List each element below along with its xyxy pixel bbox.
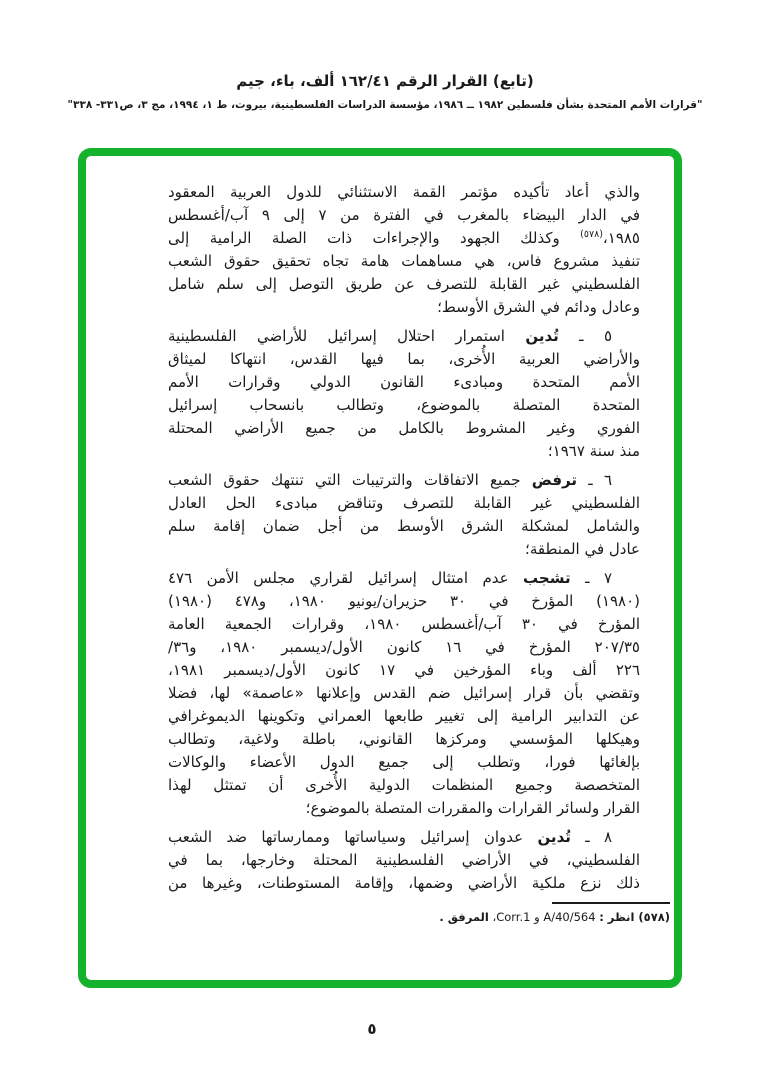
- body-line: [168, 492, 640, 515]
- text-segment: وتقضي بأن قرار إسرائيل ضم القدس وإعلانها «عاصمة» لها، فضلا: [168, 684, 640, 702]
- footnote-text: [439, 910, 670, 924]
- text-segment: ،: [488, 910, 497, 924]
- body-line: [168, 273, 640, 296]
- body-line: [168, 227, 640, 250]
- numbered-paragraph: [168, 567, 640, 820]
- text-segment: عادل في المنطقة؛: [525, 540, 640, 558]
- body-line: [168, 659, 640, 682]
- text-segment: الفوري وغير المشروط بالكامل من جميع الأراضي المحتلة: [168, 419, 640, 437]
- numbered-paragraph: [168, 469, 640, 561]
- body-line: [168, 417, 640, 440]
- numbered-paragraph: [168, 325, 640, 463]
- body-line: [168, 613, 640, 636]
- footnote-rule: [552, 902, 670, 904]
- text-segment: عن التدابير الرامية إلى تغيير طابعها العمراني وتكوينها الديموغرافي: [168, 707, 640, 725]
- body-line: [168, 515, 640, 538]
- text-segment: تشجب: [523, 569, 571, 587]
- text-segment: المرفق .: [439, 910, 489, 924]
- body-line: [168, 682, 640, 705]
- body-line: [168, 394, 640, 417]
- body-line: [168, 826, 640, 849]
- page-number: ٥: [367, 1020, 377, 1038]
- numbered-paragraph: [168, 826, 640, 895]
- body-line: [168, 348, 640, 371]
- text-segment: الفلسطيني، في الأراضي الفلسطينية المحتلة وخارجها، بما في: [168, 851, 640, 869]
- text-segment: والأراضي العربية الأُخرى، بما فيها القدس، انتهاكا لميثاق: [168, 350, 640, 368]
- text-segment: وعادل ودائم في الشرق الأوسط؛: [437, 298, 640, 316]
- body-line: [168, 849, 640, 872]
- footnote: [439, 902, 670, 924]
- text-segment: منذ سنة ١٩٦٧؛: [547, 442, 640, 460]
- source-citation: "قرارات الأمم المتحدة بشأن فلسطين ١٩٨٢ ــ ١٩٨٦، مؤسسة الدراسات الفلسطينية، بيروت، ط ١، ١٩٩٤، مج ٣، ص٣٣١- ٣٣٨": [67, 99, 703, 111]
- text-segment: استمرار احتلال إسرائيل للأراضي الفلسطينية: [168, 327, 526, 345]
- body-line: [168, 872, 640, 895]
- text-segment: القرار ولسائر القرارات والمقررات المتصلة بالموضوع؛: [305, 799, 640, 817]
- text-segment: انظر :: [599, 910, 635, 924]
- text-segment: الأمم المتحدة ومبادىء القانون الدولي وقرارات الأمم: [168, 373, 640, 391]
- body-line: [168, 774, 640, 797]
- text-segment: والشامل لمشكلة الشرق الأوسط من أجل ضمان إقامة سلم: [168, 517, 640, 535]
- document-header: [0, 72, 770, 111]
- body-line: [168, 751, 640, 774]
- document-body: [168, 181, 640, 895]
- text-segment: ٨ ـ: [570, 828, 612, 846]
- body-line: [168, 440, 640, 463]
- paragraph: [168, 181, 640, 319]
- resolution-title: (تابع) القرار الرقم ٤١‏/‏١٦٢ ألف، باء، جيم: [236, 72, 534, 90]
- text-segment: المتخصصة وجميع المنظمات الدولية الأُخرى أن تمتثل لهذا: [168, 776, 640, 794]
- text-segment: (٥٧٨): [634, 910, 670, 924]
- text-segment: تُدين: [537, 828, 571, 846]
- text-segment: المؤرخ في ٣٠ آب/أغسطس ١٩٨٠، وقرارات الجمعية العامة: [168, 615, 640, 633]
- body-line: [168, 590, 640, 613]
- text-segment: الفلسطيني غير القابلة للتصرف عن طريق التوصل إلى سلم شامل: [168, 275, 640, 293]
- body-line: [168, 250, 640, 273]
- text-segment: ٦ ـ: [577, 471, 612, 489]
- text-segment: و: [530, 910, 544, 924]
- text-segment: الفلسطيني غير القابلة للتصرف وتناقض مبادىء الحل العادل: [168, 494, 640, 512]
- footnote-reference: (٥٧٨): [580, 229, 603, 240]
- body-line: [168, 538, 640, 561]
- text-segment: (١٩٨٠) المؤرخ في ٣٠ حزيران/يونيو ١٩٨٠، و٤٧٨ (١٩٨٠): [168, 592, 641, 610]
- text-segment: وكذلك الجهود والإجراءات ذات الصلة الرامية إلى: [168, 229, 581, 247]
- text-segment: عدوان إسرائيل وسياساتها وممارساتها ضد الشعب: [168, 828, 538, 846]
- body-line: [168, 296, 640, 319]
- body-line: [168, 797, 640, 820]
- text-segment: ٧ ـ: [570, 569, 612, 587]
- text-segment: ٢٢٦ ألف وباء المؤرخين في ١٧ كانون الأول/ديسمبر ١٩٨١،: [168, 661, 640, 679]
- text-segment: وهيكلها المؤسسي ومركزها القانوني، باطلة ولاغية، وتطالب: [168, 730, 640, 748]
- text-segment: تُدين: [525, 327, 559, 345]
- text-segment: ١٩٨٥،: [602, 229, 640, 247]
- body-line: [168, 204, 640, 227]
- text-segment: ٥ ـ: [558, 327, 612, 345]
- text-segment: والذي أعاد تأكيده مؤتمر القمة الاستثنائي للدول العربية المعقود: [168, 183, 640, 201]
- text-segment: تنفيذ مشروع فاس، هي مساهمات هامة تجاه تحقيق حقوق الشعب: [168, 252, 640, 270]
- text-segment: ذلك نزع ملكية الأراضي وضمها، وإقامة المستوطنات، وغيرها من: [168, 874, 640, 892]
- text-segment: عدم امتثال إسرائيل لقراري مجلس الأمن ٤٧٦: [168, 569, 524, 587]
- text-segment: ٣٥‏/‏٢٠٧ المؤرخ في ١٦ كانون الأول/ديسمبر ١٩٨٠، و٣٦‏/: [168, 638, 640, 656]
- body-line: [168, 705, 640, 728]
- body-line: [168, 181, 640, 204]
- body-line: [168, 371, 640, 394]
- body-line: [168, 728, 640, 751]
- body-line: [168, 325, 640, 348]
- text-segment: المتحدة المتصلة بالموضوع، وتطالب بانسحاب إسرائيل: [168, 396, 640, 414]
- body-line: [168, 469, 640, 492]
- text-segment: بإلغائها فورا، وتطلب إلى جميع الدول الأعضاء والوكالات: [168, 753, 640, 771]
- text-segment: Corr.1: [496, 910, 531, 924]
- body-line: [168, 567, 640, 590]
- body-line: [168, 636, 640, 659]
- text-segment: جميع الاتفاقات والترتيبات التي تنتهك حقوق الشعب: [168, 471, 532, 489]
- text-segment: ترفض: [531, 471, 578, 489]
- text-segment: في الدار البيضاء بالمغرب في الفترة من ٧ إلى ٩ آب/أغسطس: [168, 206, 640, 224]
- text-segment: A/40/564: [543, 910, 596, 924]
